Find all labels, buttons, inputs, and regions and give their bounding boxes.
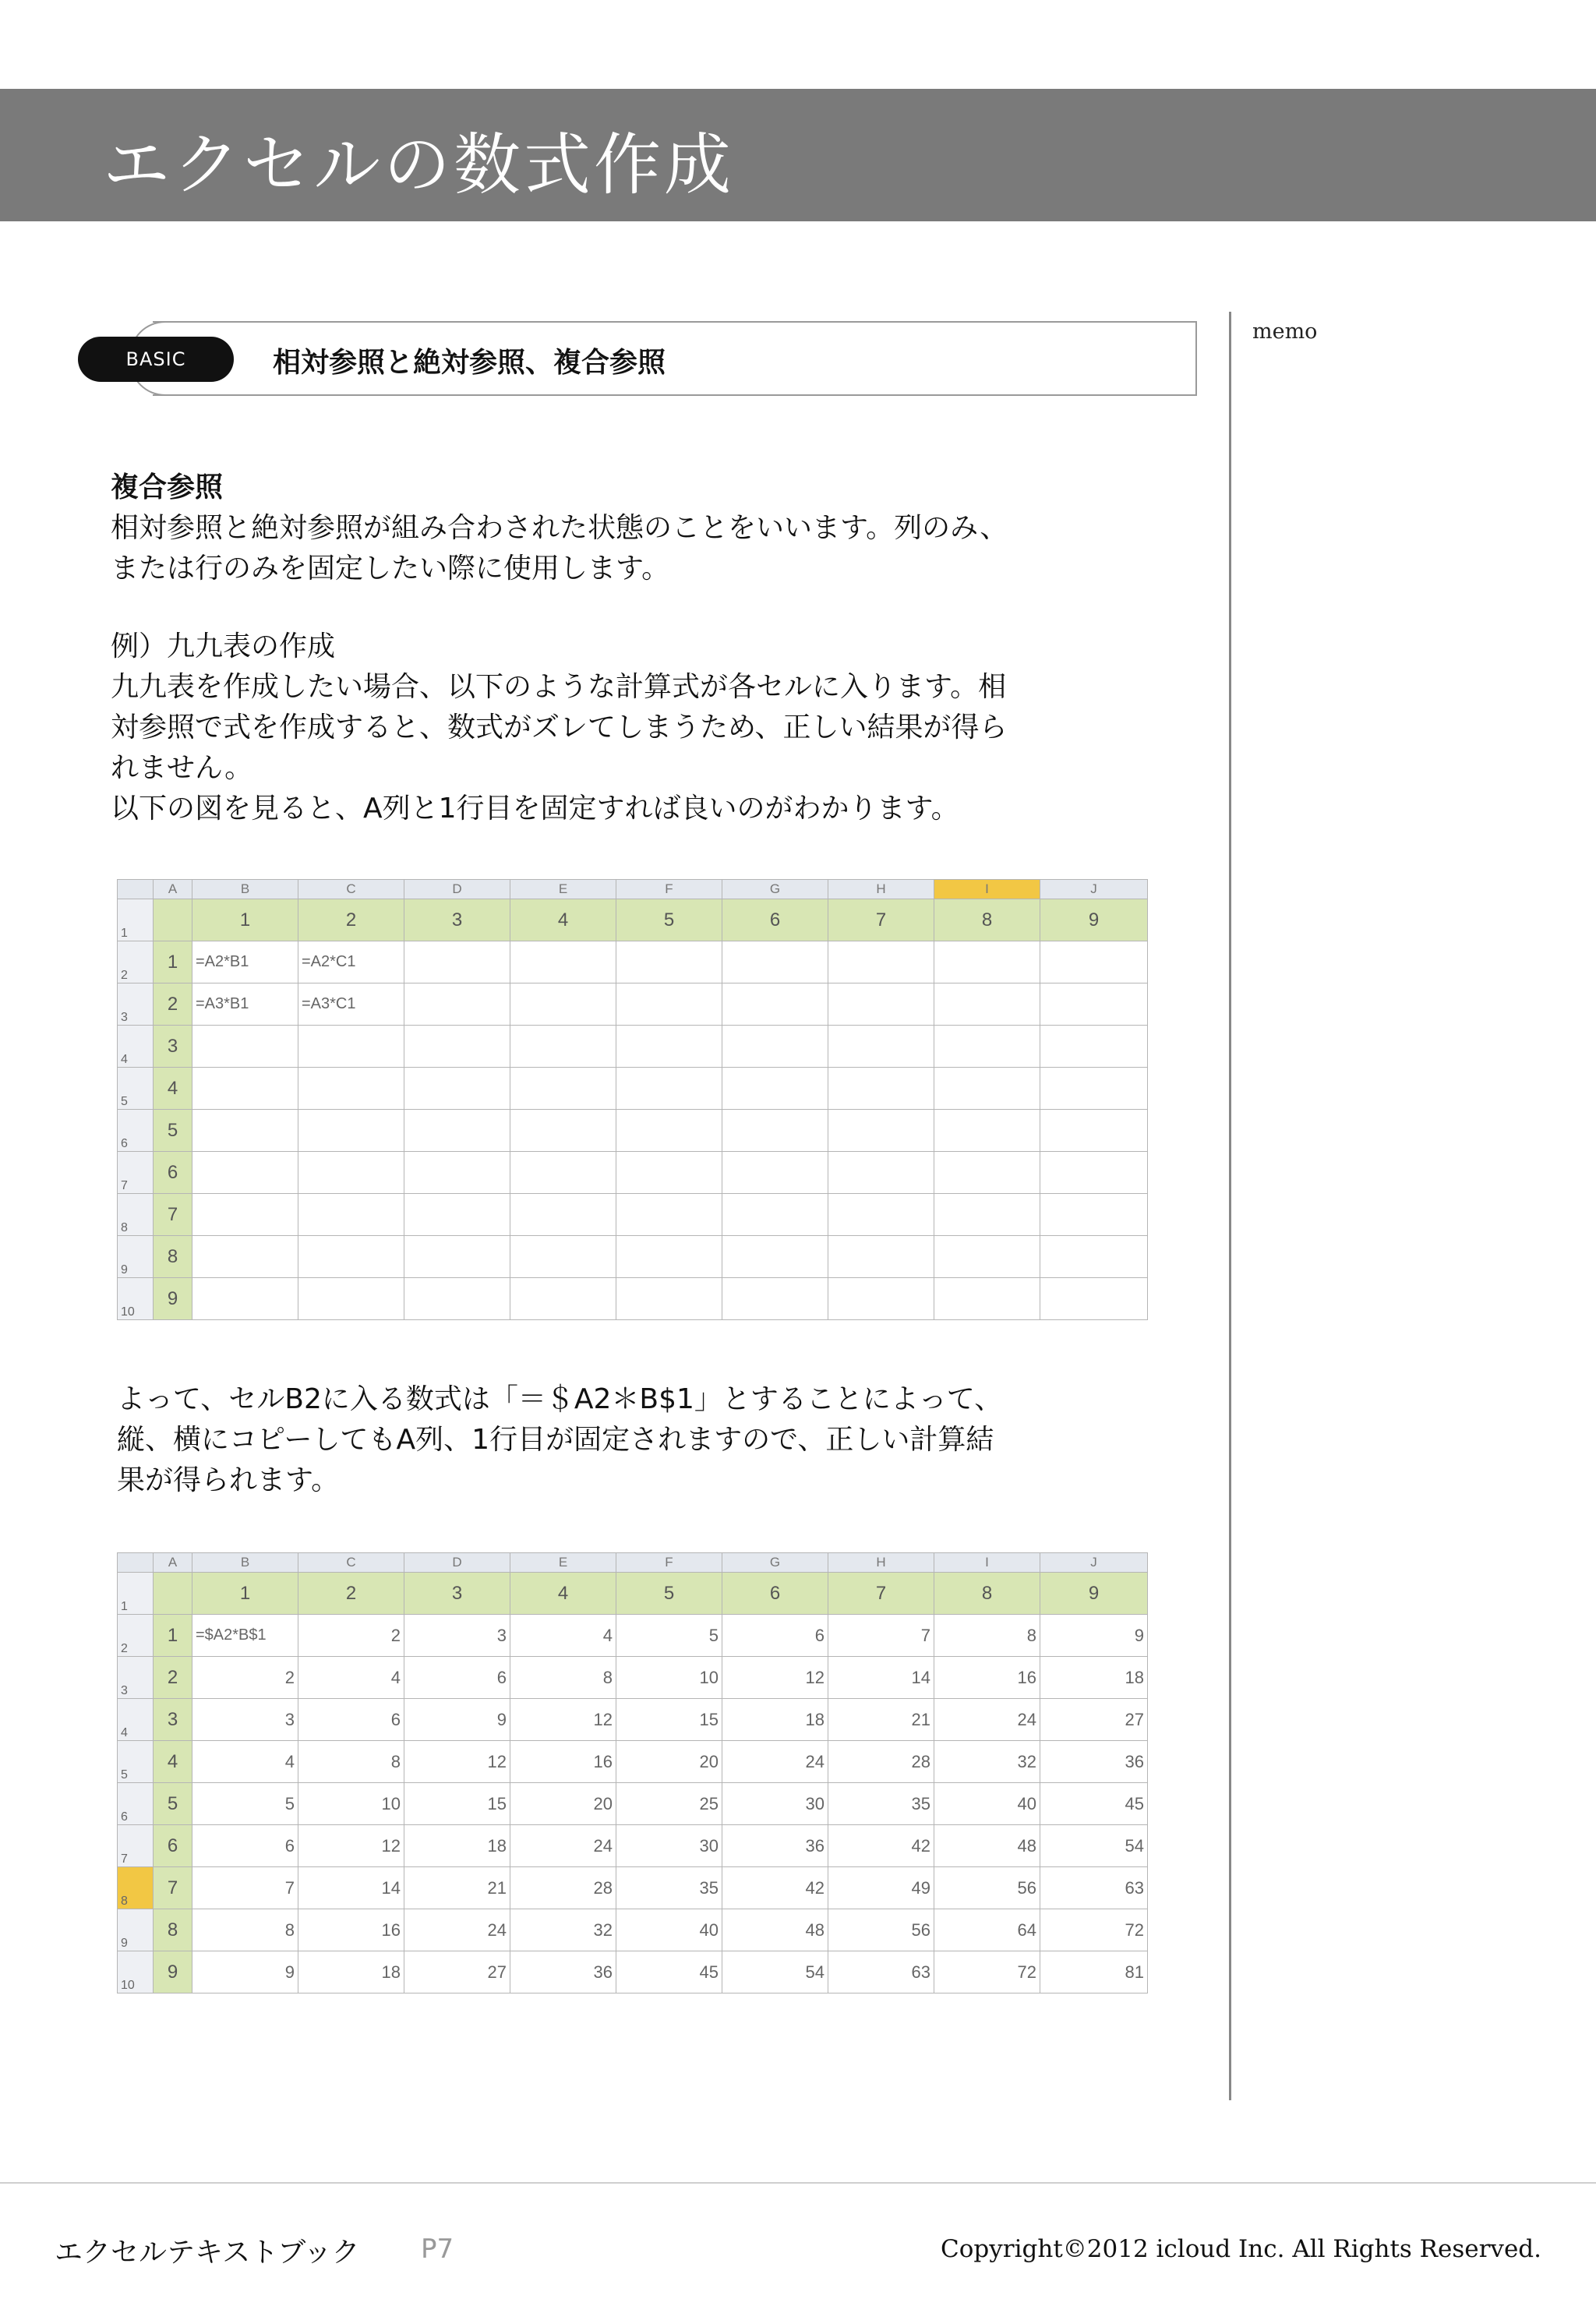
table-cell: 8 xyxy=(510,1657,616,1699)
table-cell xyxy=(192,1278,298,1320)
table-cell: 18 xyxy=(722,1699,828,1741)
table-cell xyxy=(1040,1194,1148,1236)
table-cell: 8 xyxy=(934,1615,1040,1657)
column-header: I xyxy=(934,880,1040,899)
table-cell xyxy=(510,1110,616,1152)
title-bar xyxy=(0,89,1596,221)
table-cell: 8 xyxy=(192,1909,298,1951)
table-cell: 24 xyxy=(722,1741,828,1783)
multiplier-cell: 5 xyxy=(616,1573,722,1615)
table-row xyxy=(118,1657,1148,1699)
column-header-row xyxy=(118,1553,1148,1573)
table-cell: 54 xyxy=(1040,1825,1148,1867)
table-cell xyxy=(828,1110,934,1152)
multiplier-cell: 9 xyxy=(154,1951,192,1993)
multiplier-cell: 8 xyxy=(154,1236,192,1278)
table-cell: 35 xyxy=(828,1783,934,1825)
table-cell: 5 xyxy=(616,1615,722,1657)
paragraph-line: 相対参照と絶対参照が組み合わされた状態のことをいいます。列のみ、 xyxy=(111,512,1008,544)
table-cell: 24 xyxy=(404,1909,510,1951)
table-cell: 24 xyxy=(510,1825,616,1867)
table-row xyxy=(118,1278,1148,1320)
spreadsheet-relative-reference xyxy=(117,879,1148,1320)
footer-divider xyxy=(0,2182,1596,2184)
multiplier-cell: 9 xyxy=(154,1278,192,1320)
table-cell xyxy=(616,1278,722,1320)
table-cell: 27 xyxy=(1040,1699,1148,1741)
table-cell: 9 xyxy=(404,1699,510,1741)
table-row xyxy=(118,1741,1148,1783)
section-title: 相対参照と絶対参照、複合参照 xyxy=(273,347,666,379)
table-cell xyxy=(828,1236,934,1278)
table-cell xyxy=(404,1026,510,1068)
column-header: F xyxy=(616,880,722,899)
table-cell xyxy=(934,983,1040,1026)
paragraph-line: 果が得られます。 xyxy=(117,1464,340,1496)
row-header: 5 xyxy=(118,1068,154,1110)
table-cell xyxy=(1040,1278,1148,1320)
table-cell: 14 xyxy=(828,1657,934,1699)
row-header: 9 xyxy=(118,1236,154,1278)
table-cell xyxy=(1040,1152,1148,1194)
table-cell: 15 xyxy=(616,1699,722,1741)
table-cell xyxy=(192,1068,298,1110)
table-cell: 48 xyxy=(934,1825,1040,1867)
multiplier-cell: 5 xyxy=(154,1110,192,1152)
table-cell xyxy=(722,1068,828,1110)
column-header: H xyxy=(828,880,934,899)
content-heading: 複合参照 xyxy=(111,471,224,503)
table-cell: 20 xyxy=(616,1741,722,1783)
paragraph-line: れません。 xyxy=(111,752,253,784)
table-cell xyxy=(298,1026,404,1068)
row-header: 8 xyxy=(118,1194,154,1236)
table-cell: 9 xyxy=(1040,1615,1148,1657)
table-cell xyxy=(828,1068,934,1110)
table-cell xyxy=(934,1152,1040,1194)
page-title: エクセルの数式作成 xyxy=(103,126,734,204)
table-cell: 35 xyxy=(616,1867,722,1909)
table-cell xyxy=(616,1194,722,1236)
table-cell: 12 xyxy=(510,1699,616,1741)
multiplier-cell: 6 xyxy=(154,1152,192,1194)
table-cell: 49 xyxy=(828,1867,934,1909)
table-cell xyxy=(722,1026,828,1068)
copyright: Copyright©2012 icloud Inc. All Rights Reserved. xyxy=(941,2235,1541,2263)
paragraph-line: または行のみを固定したい際に使用します。 xyxy=(111,553,670,584)
table-cell: 12 xyxy=(404,1741,510,1783)
column-header: H xyxy=(828,1553,934,1573)
memo-divider xyxy=(1229,312,1231,2100)
table-cell xyxy=(192,1152,298,1194)
row-header: 7 xyxy=(118,1152,154,1194)
table-cell: 16 xyxy=(934,1657,1040,1699)
table-cell: 32 xyxy=(934,1741,1040,1783)
multiplier-cell: 2 xyxy=(298,1573,404,1615)
table-cell: 18 xyxy=(404,1825,510,1867)
multiplier-cell: 7 xyxy=(154,1194,192,1236)
table-cell xyxy=(934,941,1040,983)
table-cell xyxy=(298,1194,404,1236)
table-cell xyxy=(1040,1236,1148,1278)
table-cell xyxy=(510,1278,616,1320)
memo-label: memo xyxy=(1252,320,1318,344)
table-cell: 72 xyxy=(934,1951,1040,1993)
table-cell: 36 xyxy=(510,1951,616,1993)
table-cell: =A2*C1 xyxy=(298,941,404,983)
table-cell xyxy=(298,1236,404,1278)
column-header xyxy=(118,880,154,899)
table-cell: =A3*B1 xyxy=(192,983,298,1026)
table-row xyxy=(118,1909,1148,1951)
column-header: J xyxy=(1040,1553,1148,1573)
table-cell xyxy=(722,941,828,983)
table-cell xyxy=(1040,1026,1148,1068)
table-cell: =A3*C1 xyxy=(298,983,404,1026)
row-header: 2 xyxy=(118,1615,154,1657)
table-cell xyxy=(1040,1110,1148,1152)
table-cell xyxy=(1040,983,1148,1026)
row-header: 1 xyxy=(118,899,154,941)
table-cell xyxy=(1040,1068,1148,1110)
basic-badge: BASIC xyxy=(78,337,234,382)
column-header-row xyxy=(118,880,1148,899)
table-cell: 36 xyxy=(1040,1741,1148,1783)
table-cell: 7 xyxy=(828,1615,934,1657)
table-cell xyxy=(404,1110,510,1152)
table-cell: 5 xyxy=(192,1783,298,1825)
row-header: 8 xyxy=(118,1867,154,1909)
table-cell: 8 xyxy=(298,1741,404,1783)
multiplier-cell xyxy=(154,899,192,941)
multiplier-cell: 1 xyxy=(154,941,192,983)
multiplier-cell: 6 xyxy=(154,1825,192,1867)
multiplier-cell: 9 xyxy=(1040,899,1148,941)
table-cell: 54 xyxy=(722,1951,828,1993)
table-cell xyxy=(722,983,828,1026)
row-header: 1 xyxy=(118,1573,154,1615)
table-row xyxy=(118,1867,1148,1909)
table-cell xyxy=(828,1026,934,1068)
multiplier-cell: 6 xyxy=(722,899,828,941)
table-cell xyxy=(934,1026,1040,1068)
table-cell: 81 xyxy=(1040,1951,1148,1993)
table-row xyxy=(118,1573,1148,1615)
row-header: 4 xyxy=(118,1699,154,1741)
multiplier-cell: 1 xyxy=(192,899,298,941)
multiplier-cell: 4 xyxy=(510,1573,616,1615)
table-cell: 24 xyxy=(934,1699,1040,1741)
table-cell xyxy=(616,1026,722,1068)
table-cell: 42 xyxy=(828,1825,934,1867)
table-cell xyxy=(404,983,510,1026)
table-cell: 16 xyxy=(510,1741,616,1783)
table-cell: 12 xyxy=(722,1657,828,1699)
table-cell: 4 xyxy=(192,1741,298,1783)
multiplier-cell: 3 xyxy=(154,1699,192,1741)
column-header: B xyxy=(192,880,298,899)
column-header: B xyxy=(192,1553,298,1573)
multiplier-cell: 7 xyxy=(828,899,934,941)
table-row xyxy=(118,1110,1148,1152)
table-row xyxy=(118,1152,1148,1194)
column-header: A xyxy=(154,1553,192,1573)
column-header xyxy=(118,1553,154,1573)
table-cell xyxy=(828,983,934,1026)
multiplier-cell: 3 xyxy=(404,1573,510,1615)
table-cell xyxy=(828,941,934,983)
table-cell xyxy=(1040,941,1148,983)
table-cell: 32 xyxy=(510,1909,616,1951)
table-cell xyxy=(404,1194,510,1236)
table-cell xyxy=(616,1152,722,1194)
table-cell xyxy=(510,1194,616,1236)
table-cell xyxy=(510,1236,616,1278)
multiplier-cell: 4 xyxy=(154,1741,192,1783)
table-cell: 40 xyxy=(616,1909,722,1951)
row-header: 3 xyxy=(118,983,154,1026)
table-cell: 2 xyxy=(192,1657,298,1699)
table-cell: 2 xyxy=(298,1615,404,1657)
table-cell: 48 xyxy=(722,1909,828,1951)
table-cell: 56 xyxy=(934,1867,1040,1909)
table-cell: 14 xyxy=(298,1867,404,1909)
table-cell xyxy=(934,1110,1040,1152)
table-cell: 27 xyxy=(404,1951,510,1993)
table-cell xyxy=(298,1278,404,1320)
table-cell xyxy=(722,1194,828,1236)
table-cell: 30 xyxy=(722,1783,828,1825)
table-cell xyxy=(722,1278,828,1320)
table-cell: 16 xyxy=(298,1909,404,1951)
table-cell xyxy=(616,1236,722,1278)
table-cell: 64 xyxy=(934,1909,1040,1951)
table-cell: 21 xyxy=(404,1867,510,1909)
table-cell: 9 xyxy=(192,1951,298,1993)
table-cell: 12 xyxy=(298,1825,404,1867)
multiplier-cell: 7 xyxy=(828,1573,934,1615)
table-cell: 6 xyxy=(192,1825,298,1867)
column-header: J xyxy=(1040,880,1148,899)
row-header: 10 xyxy=(118,1951,154,1993)
column-header: E xyxy=(510,880,616,899)
multiplier-cell: 3 xyxy=(404,899,510,941)
column-header: C xyxy=(298,1553,404,1573)
table-row xyxy=(118,1068,1148,1110)
column-header: A xyxy=(154,880,192,899)
row-header: 4 xyxy=(118,1026,154,1068)
sheet2-body xyxy=(118,1553,1148,1993)
table-cell xyxy=(934,1194,1040,1236)
paragraph-line: 対参照で式を作成すると、数式がズレてしまうため、正しい結果が得ら xyxy=(111,712,1008,743)
table-cell: 21 xyxy=(828,1699,934,1741)
multiplier-cell: 4 xyxy=(510,899,616,941)
table-row xyxy=(118,1236,1148,1278)
table-cell xyxy=(510,1152,616,1194)
sheet1-body xyxy=(118,880,1148,1320)
table-cell: 30 xyxy=(616,1825,722,1867)
table-cell: 10 xyxy=(616,1657,722,1699)
column-header: G xyxy=(722,1553,828,1573)
row-header: 3 xyxy=(118,1657,154,1699)
row-header: 6 xyxy=(118,1783,154,1825)
table-row xyxy=(118,1699,1148,1741)
table-cell xyxy=(404,1068,510,1110)
row-header: 5 xyxy=(118,1741,154,1783)
example-title: 例）九九表の作成 xyxy=(111,630,336,662)
table-cell: 28 xyxy=(510,1867,616,1909)
table-cell xyxy=(934,1278,1040,1320)
table-row xyxy=(118,1951,1148,1993)
table-cell xyxy=(828,1152,934,1194)
table-row xyxy=(118,1194,1148,1236)
table-cell: 3 xyxy=(404,1615,510,1657)
multiplier-cell: 2 xyxy=(154,983,192,1026)
multiplier-cell: 1 xyxy=(154,1615,192,1657)
table-cell: 63 xyxy=(1040,1867,1148,1909)
column-header: C xyxy=(298,880,404,899)
multiplier-cell: 4 xyxy=(154,1068,192,1110)
table-cell: =$A2*B$1 xyxy=(192,1615,298,1657)
column-header: G xyxy=(722,880,828,899)
paragraph-line: 縦、横にコピーしてもA列、1行目が固定されますので、正しい計算結 xyxy=(117,1424,994,1456)
table-cell xyxy=(298,1068,404,1110)
table-cell xyxy=(404,1278,510,1320)
table-cell xyxy=(510,983,616,1026)
multiplier-cell: 6 xyxy=(722,1573,828,1615)
table-row xyxy=(118,1783,1148,1825)
row-header: 2 xyxy=(118,941,154,983)
table-row xyxy=(118,1825,1148,1867)
table-cell xyxy=(722,1110,828,1152)
multiplier-cell: 2 xyxy=(154,1657,192,1699)
multiplier-cell: 3 xyxy=(154,1026,192,1068)
table-row xyxy=(118,899,1148,941)
multiplier-cell: 1 xyxy=(192,1573,298,1615)
column-header: D xyxy=(404,880,510,899)
spreadsheet-mixed-reference xyxy=(117,1552,1148,1993)
table-cell: 72 xyxy=(1040,1909,1148,1951)
table-cell: 10 xyxy=(298,1783,404,1825)
table-cell xyxy=(616,983,722,1026)
table-cell: 36 xyxy=(722,1825,828,1867)
column-header: F xyxy=(616,1553,722,1573)
table-cell: 45 xyxy=(1040,1783,1148,1825)
multiplier-cell: 9 xyxy=(1040,1573,1148,1615)
table-cell: =A2*B1 xyxy=(192,941,298,983)
table-cell xyxy=(192,1194,298,1236)
table-cell: 6 xyxy=(404,1657,510,1699)
multiplier-cell: 8 xyxy=(934,1573,1040,1615)
table-cell xyxy=(192,1236,298,1278)
table-cell xyxy=(934,1068,1040,1110)
table-cell xyxy=(298,1152,404,1194)
table-cell: 25 xyxy=(616,1783,722,1825)
footer-book-title: エクセルテキストブック xyxy=(55,2237,360,2269)
row-header: 6 xyxy=(118,1110,154,1152)
table-cell xyxy=(510,1068,616,1110)
paragraph-line: 九九表を作成したい場合、以下のような計算式が各セルに入ります。相 xyxy=(111,671,1007,703)
table-cell: 6 xyxy=(722,1615,828,1657)
table-cell: 40 xyxy=(934,1783,1040,1825)
row-header: 9 xyxy=(118,1909,154,1951)
column-header: I xyxy=(934,1553,1040,1573)
table-cell: 7 xyxy=(192,1867,298,1909)
table-cell xyxy=(828,1194,934,1236)
table-cell: 18 xyxy=(1040,1657,1148,1699)
table-row xyxy=(118,1615,1148,1657)
table-cell: 18 xyxy=(298,1951,404,1993)
table-row xyxy=(118,1026,1148,1068)
table-cell xyxy=(934,1236,1040,1278)
table-cell: 4 xyxy=(298,1657,404,1699)
multiplier-cell: 5 xyxy=(616,899,722,941)
page-number: P7 xyxy=(421,2234,454,2265)
table-cell xyxy=(828,1278,934,1320)
multiplier-cell: 8 xyxy=(154,1909,192,1951)
table-cell: 42 xyxy=(722,1867,828,1909)
table-cell xyxy=(192,1026,298,1068)
table-cell xyxy=(722,1152,828,1194)
table-cell xyxy=(404,1152,510,1194)
multiplier-cell: 2 xyxy=(298,899,404,941)
table-cell: 45 xyxy=(616,1951,722,1993)
table-cell: 3 xyxy=(192,1699,298,1741)
table-cell xyxy=(510,1026,616,1068)
table-cell xyxy=(616,1110,722,1152)
table-cell xyxy=(404,941,510,983)
row-header: 7 xyxy=(118,1825,154,1867)
table-cell xyxy=(298,1110,404,1152)
table-row xyxy=(118,941,1148,983)
table-cell xyxy=(510,941,616,983)
multiplier-cell xyxy=(154,1573,192,1615)
table-cell: 63 xyxy=(828,1951,934,1993)
table-cell xyxy=(192,1110,298,1152)
table-cell: 56 xyxy=(828,1909,934,1951)
column-header: E xyxy=(510,1553,616,1573)
table-cell: 6 xyxy=(298,1699,404,1741)
multiplier-cell: 7 xyxy=(154,1867,192,1909)
table-cell xyxy=(616,941,722,983)
table-cell: 15 xyxy=(404,1783,510,1825)
multiplier-cell: 5 xyxy=(154,1783,192,1825)
table-cell: 4 xyxy=(510,1615,616,1657)
table-cell xyxy=(404,1236,510,1278)
table-cell xyxy=(722,1236,828,1278)
paragraph-line: 以下の図を見ると、A列と1行目を固定すれば良いのがわかります。 xyxy=(111,793,959,825)
table-cell xyxy=(616,1068,722,1110)
table-cell: 28 xyxy=(828,1741,934,1783)
column-header: D xyxy=(404,1553,510,1573)
multiplier-cell: 8 xyxy=(934,899,1040,941)
table-row xyxy=(118,983,1148,1026)
row-header: 10 xyxy=(118,1278,154,1320)
paragraph-line: よって、セルB2に入る数式は「＝＄A2＊B$1」とすることによって、 xyxy=(117,1383,1003,1415)
table-cell: 20 xyxy=(510,1783,616,1825)
